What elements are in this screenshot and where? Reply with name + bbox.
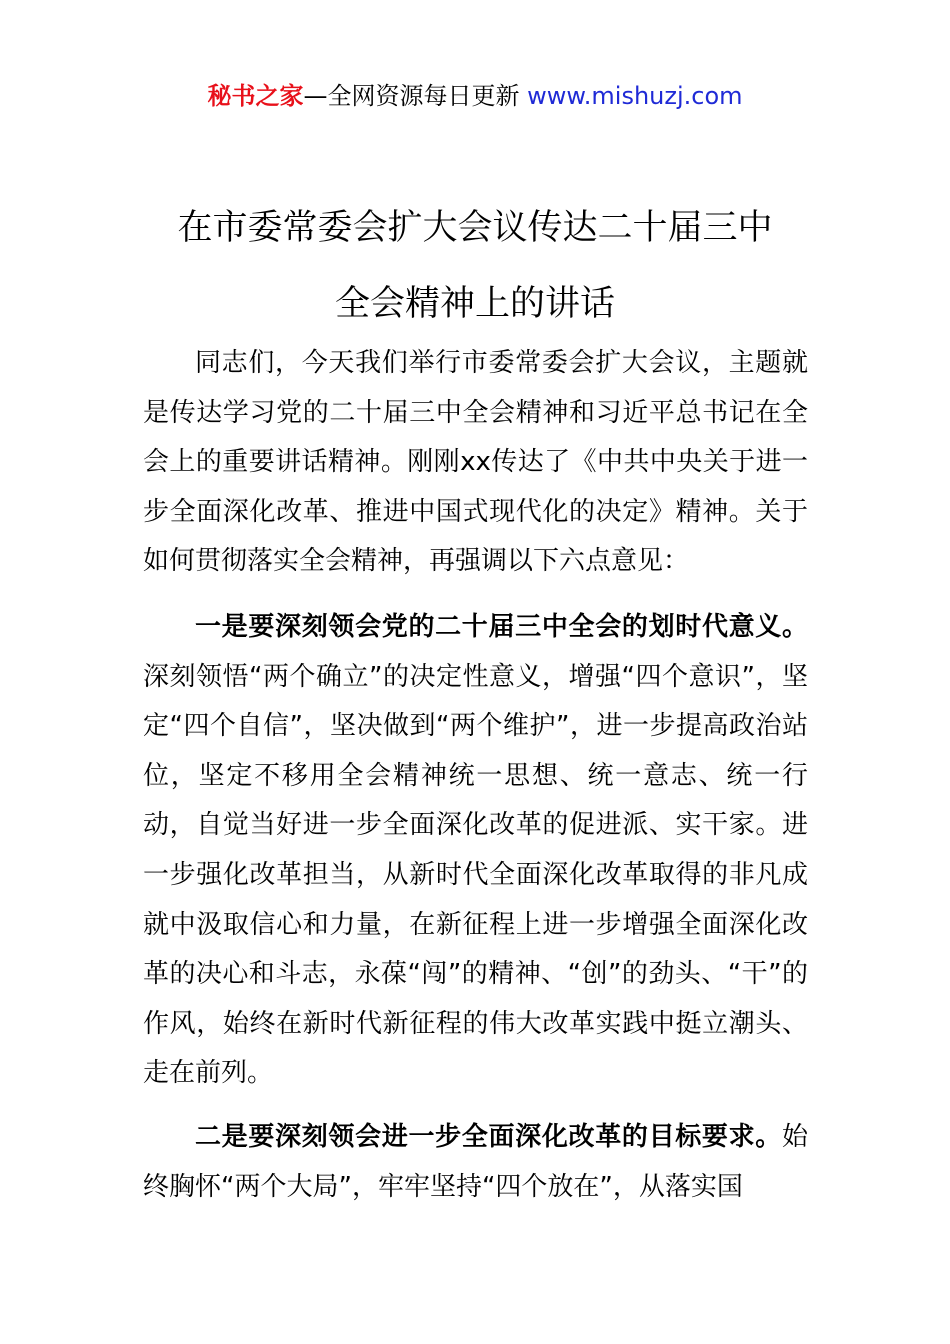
site-header: [0, 78, 950, 114]
paragraph-text: 同志们，今天我们举行市委常委会扩大会议，主题就是传达学习党的二十届三中全会精神和习近平总书记在全会上的重要讲话精神。刚刚xx传达了《中共中央关于进一步全面深化改革、推进中国式现代化的决定》精神。关于如何贯彻落实全会精神，再强调以下六点意见：: [143, 348, 808, 577]
document-body: [143, 339, 808, 1212]
paragraph-intro: [143, 339, 808, 587]
document-title-line-2: 全会精神上的讲话: [334, 284, 615, 324]
document-title-line-1: 在市委常委会扩大会议传达二十届三中: [177, 208, 773, 248]
paragraph-point-1: [143, 603, 808, 1099]
paragraph-text: 始终胸怀“两个大局”，牢牢坚持“四个放在”，从落实国: [143, 1121, 808, 1202]
paragraph-lead: 一是要深刻领会党的二十届三中全会的划时代意义。: [195, 611, 808, 642]
paragraph-point-2: [143, 1113, 808, 1212]
document-title: [0, 190, 950, 342]
site-url-link[interactable]: www.mishuzj.com: [527, 82, 743, 110]
paragraph-text: 深刻领悟“两个确立”的决定性意义，增强“四个意识”，坚定“四个自信”，坚决做到“两个维护”，进一步提高政治站位，坚定不移用全会精神统一思想、统一意志、统一行动，自觉当好进一步全面深化改革的促进派、实干家。进一步强化改革担当，从新时代全面深化改革取得的非凡成就中汲取信心和力量，在新征程上进一步增强全面深化改革的决心和斗志，永葆“闯”的精神、“创”的劲头、“干”的作风，始终在新时代新征程的伟大改革实践中挺立潮头、走在前列。: [143, 661, 808, 1089]
paragraph-lead: 二是要深刻领会进一步全面深化改革的目标要求。: [195, 1121, 782, 1152]
site-brand: 秘书之家: [207, 82, 304, 110]
site-slogan: —全网资源每日更新: [303, 82, 520, 110]
